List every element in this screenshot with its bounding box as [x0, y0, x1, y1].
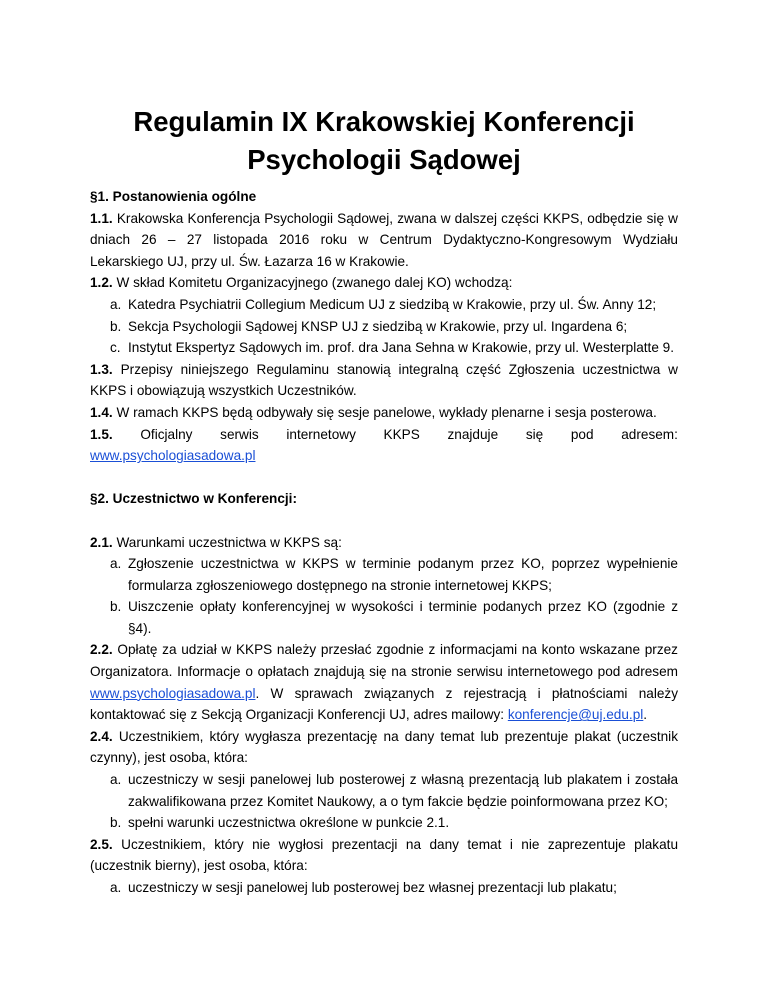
list-text: spełni warunki uczestnictwa określone w punkcie 2.1. — [128, 815, 450, 831]
paragraph-number: 1.1. — [90, 210, 113, 226]
list-text: Instytut Ekspertyz Sądowych im. prof. dra Jana Sehna w Krakowie, przy ul. Westerplatte 9. — [128, 340, 675, 356]
list-item — [90, 316, 678, 338]
list-text: Zgłoszenie uczestnictwa w KKPS w terminie podanym przez KO, poprzez wypełnienie formularza zgłoszeniowego dostępnego na stronie internetowej KKPS; — [128, 556, 678, 593]
list-label: b. — [110, 815, 122, 831]
list-label: a. — [110, 296, 122, 312]
document-body — [90, 186, 678, 899]
paragraph-number: 1.4. — [90, 404, 113, 420]
word: Oficjalny — [140, 426, 193, 442]
list-label: a. — [110, 772, 122, 788]
paragraph-text: Krakowska Konferencja Psychologii Sądowej, zwana w dalszej części KKPS, odbędzie się w dniach 26 – 27 listopada 2016 roku w Centrum Dydaktyczno-Kongresowym Wydziału Lekarskiego UJ, przy ul. Św. Łazarza 16 w Krakowie. — [90, 210, 678, 269]
list-item — [90, 769, 678, 812]
list-label: b. — [110, 599, 122, 615]
list-item — [90, 294, 678, 316]
list-text: uczestniczy w sesji panelowej lub posterowej bez własnej prezentacji lub plakatu; — [128, 880, 617, 895]
paragraph-2-1 — [90, 532, 678, 554]
paragraph-text: W skład Komitetu Organizacyjnego (zwanego dalej KO) wchodzą: — [116, 275, 513, 291]
spacer — [90, 467, 678, 489]
email-link[interactable]: konferencje@uj.edu.pl — [507, 707, 644, 723]
list-2-5 — [90, 877, 678, 899]
paragraph-1-3 — [90, 359, 678, 402]
paragraph-text: Uczestnikiem, który nie wygłosi prezentacji na dany temat i nie zaprezentuje plakatu (uczestnik bierny), jest osoba, która: — [90, 836, 679, 874]
list-label: a. — [110, 880, 122, 895]
paragraph-1-5 — [90, 424, 678, 467]
paragraph-number: 1.3. — [90, 361, 113, 377]
website-link[interactable]: www.psychologiasadowa.pl — [90, 685, 256, 701]
list-label: c. — [110, 340, 121, 356]
word: adresem: — [621, 426, 678, 442]
section-1-heading: §1. Postanowienia ogólne — [90, 189, 257, 204]
paragraph-1-2 — [90, 272, 678, 294]
spacer — [90, 510, 678, 532]
paragraph-text: Opłatę za udział w KKPS należy przesłać zgodnie z informacjami na konto wskazane przez Organizatora. Informacje o opłatach znajdują się na stronie serwisu internetowego pod adresem — [90, 642, 678, 680]
document-title — [90, 103, 678, 179]
word: internetowy — [286, 426, 356, 442]
paragraph-number: 2.4. — [90, 728, 113, 744]
paragraph-2-2 — [90, 639, 678, 725]
list-item — [90, 596, 678, 639]
list-item — [90, 553, 678, 596]
paragraph-1-4 — [90, 402, 678, 424]
word: serwis — [220, 426, 259, 442]
paragraph-text: Uczestnikiem, który wygłasza prezentację na dany temat lub prezentuje plakat (uczestnik czynny), jest osoba, która: — [90, 728, 678, 766]
paragraph-text: . — [643, 707, 648, 723]
list-2-4 — [90, 769, 678, 834]
paragraph-1-5-line — [90, 424, 678, 446]
section-2-heading: §2. Uczestnictwo w Konferencji: — [90, 491, 297, 507]
list-text: Katedra Psychiatrii Collegium Medicum UJ z siedzibą w Krakowie, przy ul. Św. Anny 12; — [128, 296, 657, 312]
paragraph-number: 2.5. — [90, 836, 113, 852]
word: pod — [570, 426, 594, 442]
paragraph-2-4 — [90, 726, 678, 769]
paragraph-2-5 — [90, 834, 678, 877]
list-text: uczestniczy w sesji panelowej lub posterowej z własną prezentacją lub plakatem i została zakwalifikowana przez Komitet Naukowy, a o tym fakcie będzie poinformowana przez KO; — [128, 772, 678, 809]
paragraph-number: 2.2. — [90, 642, 113, 658]
paragraph-text: Warunkami uczestnictwa w KKPS są: — [116, 534, 342, 550]
paragraph-number: 2.1. — [90, 534, 113, 550]
paragraph-text: . W sprawach związanych z rejestracją i płatnościami należy kontaktować się z Sekcją Organizacji Konferencji UJ, adres mailowy: — [90, 685, 678, 723]
word: znajduje — [447, 426, 499, 442]
list-1-2 — [90, 294, 678, 359]
paragraph-number: 1.5. — [90, 426, 113, 442]
paragraph-1-1 — [90, 208, 678, 273]
list-2-1 — [90, 553, 678, 639]
paragraph-text: Przepisy niniejszego Regulaminu stanowią integralną część Zgłoszenia uczestnictwa w KKPS i obowiązują wszystkich Uczestników. — [90, 361, 678, 399]
list-item — [90, 337, 678, 359]
word: się — [525, 426, 544, 442]
list-label: b. — [110, 318, 122, 334]
title-line-1: Regulamin IX Krakowskiej Konferencji — [133, 106, 635, 137]
title-line-2: Psychologii Sądowej — [247, 144, 521, 175]
list-item — [90, 877, 678, 899]
list-text: Uiszczenie opłaty konferencyjnej w wysokości i terminie podanych przez KO (zgodnie z §4). — [128, 599, 678, 636]
list-label: a. — [110, 556, 122, 572]
paragraph-text: W ramach KKPS będą odbywały się sesje panelowe, wykłady plenarne i sesja posterowa. — [116, 404, 657, 420]
paragraph-number: 1.2. — [90, 275, 113, 291]
list-text: Sekcja Psychologii Sądowej KNSP UJ z siedzibą w Krakowie, przy ul. Ingardena 6; — [128, 318, 628, 334]
list-item — [90, 812, 678, 834]
website-link[interactable]: www.psychologiasadowa.pl — [90, 448, 256, 464]
word: KKPS — [383, 426, 420, 442]
